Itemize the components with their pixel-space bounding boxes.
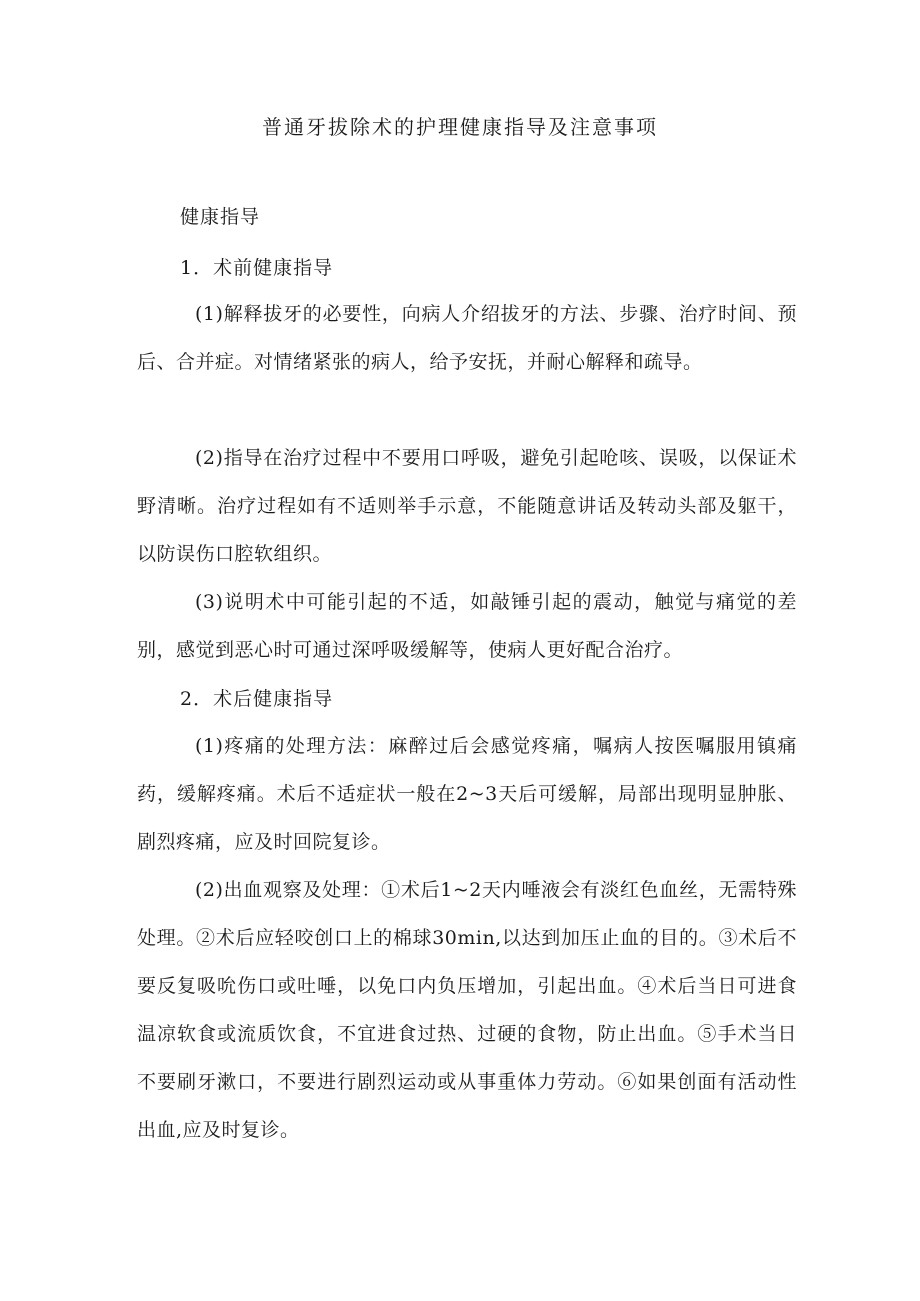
- subsection-heading-postop: 2．术后健康指导: [180, 688, 334, 710]
- paragraph-preop-2: (2)指导在治疗过程中不要用口呼吸，避免引起呛咳、误吸，以保证术野清晰。治疗过程如有不适则举手示意，不能随意讲话及转动头部及躯干，以防误伤口腔软组织。: [137, 447, 797, 565]
- subsection-heading-preop: 1．术前健康指导: [180, 257, 334, 279]
- section-heading: 健康指导: [180, 206, 261, 228]
- paragraph-preop-3: (3)说明术中可能引起的不适，如敲锤引起的震动，触觉与痛觉的差别，感觉到恶心时可通过深呼吸缓解等，使病人更好配合治疗。: [137, 591, 797, 661]
- paragraph-preop-1: (1)解释拔牙的必要性，向病人介绍拔牙的方法、步骤、治疗时间、预后、合并症。对情绪紧张的病人，给予安抚，并耐心解释和疏导。: [137, 303, 797, 373]
- paragraph-postop-2: (2)出血观察及处理：①术后1~2天内唾液会有淡红色血丝，无需特殊处理。②术后应轻咬创口上的棉球30min,以达到加压止血的目的。③术后不要反复吸吮伤口或吐唾，以免口内负压增加，引起出血。④术后当日可进食温凉软食或流质饮食，不宜进食过热、过硬的食物，防止出血。⑤手术当日不要刷牙漱口，不要进行剧烈运动或从事重体力劳动。⑥如果创面有活动性出血,应及时复诊。: [137, 879, 797, 1141]
- document-title: 普通牙拔除术的护理健康指导及注意事项: [262, 115, 658, 139]
- paragraph-postop-1: (1)疼痛的处理方法：麻醉过后会感觉疼痛，嘱病人按医嘱服用镇痛药，缓解疼痛。术后不适症状一般在2~3天后可缓解，局部出现明显肿胀、剧烈疼痛，应及时回院复诊。: [137, 735, 797, 853]
